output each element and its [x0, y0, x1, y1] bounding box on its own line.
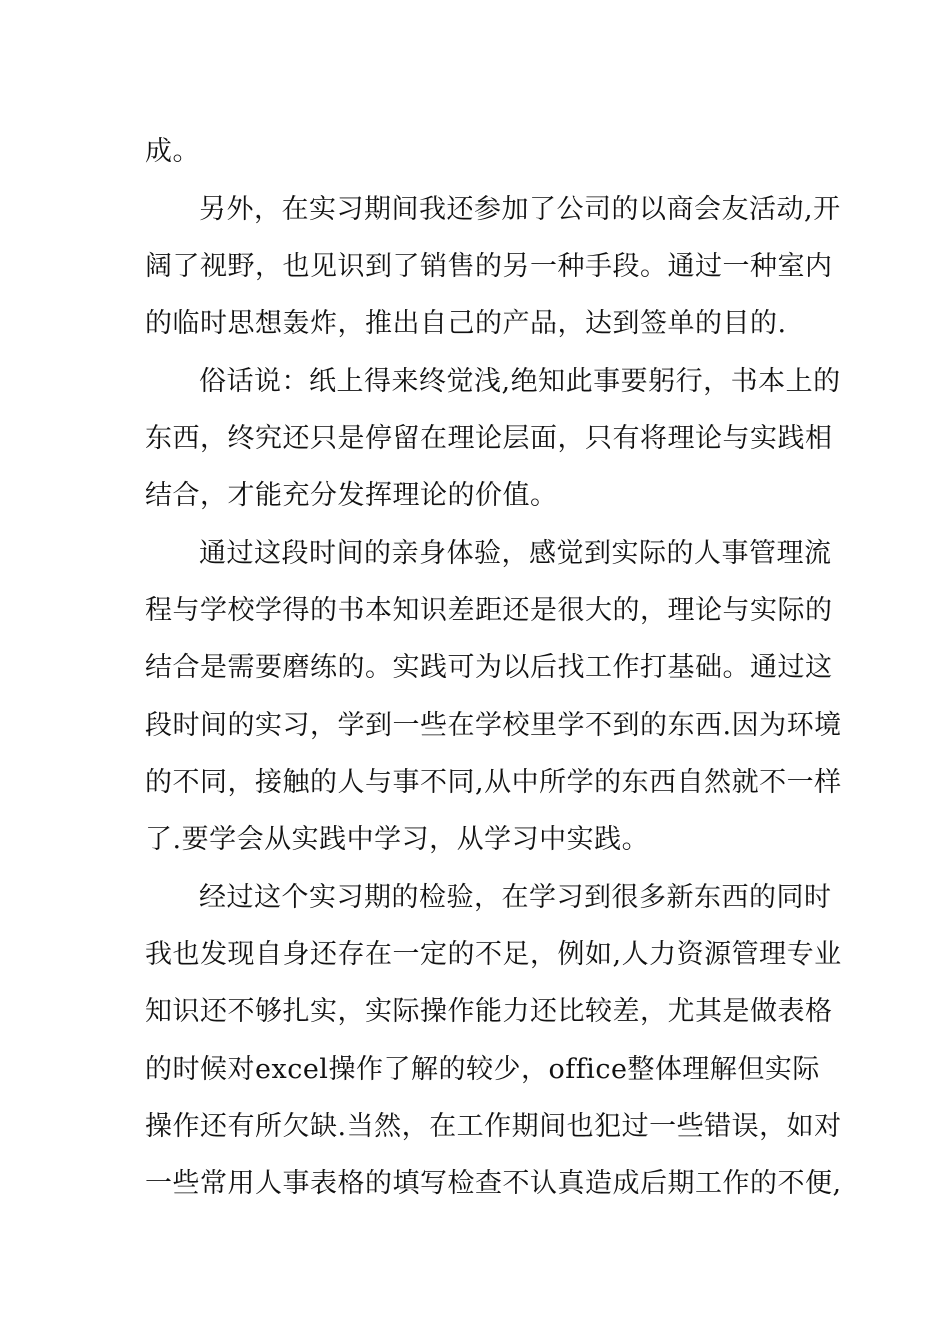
- text-line: 的时候对excel操作了解的较少，office整体理解但实际: [145, 1054, 820, 1085]
- text-line: 的临时思想轰炸，推出自己的产品，达到签单的目的.: [145, 308, 787, 339]
- paragraph-first-line: 经过这个实习期的检验，在学习到很多新东西的同时: [199, 882, 832, 913]
- text-line: 东西，终究还只是停留在理论层面，只有将理论与实践相: [145, 423, 833, 454]
- text-line: 的不同，接触的人与事不同,从中所学的东西自然就不一样: [145, 767, 842, 798]
- text-line: 程与学校学得的书本知识差距还是很大的，理论与实际的: [145, 595, 833, 626]
- text-line: 阔了视野，也见识到了销售的另一种手段。通过一种室内: [145, 251, 833, 282]
- text-line: 结合是需要磨练的。实践可为以后找工作打基础。通过这: [145, 652, 833, 683]
- paragraph-first-line: 通过这段时间的亲身体验，感觉到实际的人事管理流: [199, 538, 832, 569]
- text-line: 知识还不够扎实，实际操作能力还比较差，尤其是做表格: [145, 996, 833, 1027]
- text-line: 成。: [145, 136, 200, 167]
- paragraph-first-line: 另外，在实习期间我还参加了公司的以商会友活动,开: [199, 194, 841, 225]
- text-line: 了.要学会从实践中学习，从学习中实践。: [145, 824, 650, 855]
- paragraph-first-line: 俗话说：纸上得来终觉浅,绝知此事要躬行，书本上的: [199, 366, 841, 397]
- text-line: 一些常用人事表格的填写检查不认真造成后期工作的不便,: [145, 1168, 842, 1199]
- text-line: 段时间的实习，学到一些在学校里学不到的东西.因为环境: [145, 710, 842, 741]
- text-line: 结合，才能充分发挥理论的价值。: [145, 480, 558, 511]
- text-line: 操作还有所欠缺.当然，在工作期间也犯过一些错误，如对: [145, 1111, 842, 1142]
- text-line: 我也发现自身还存在一定的不足，例如,人力资源管理专业: [145, 939, 842, 970]
